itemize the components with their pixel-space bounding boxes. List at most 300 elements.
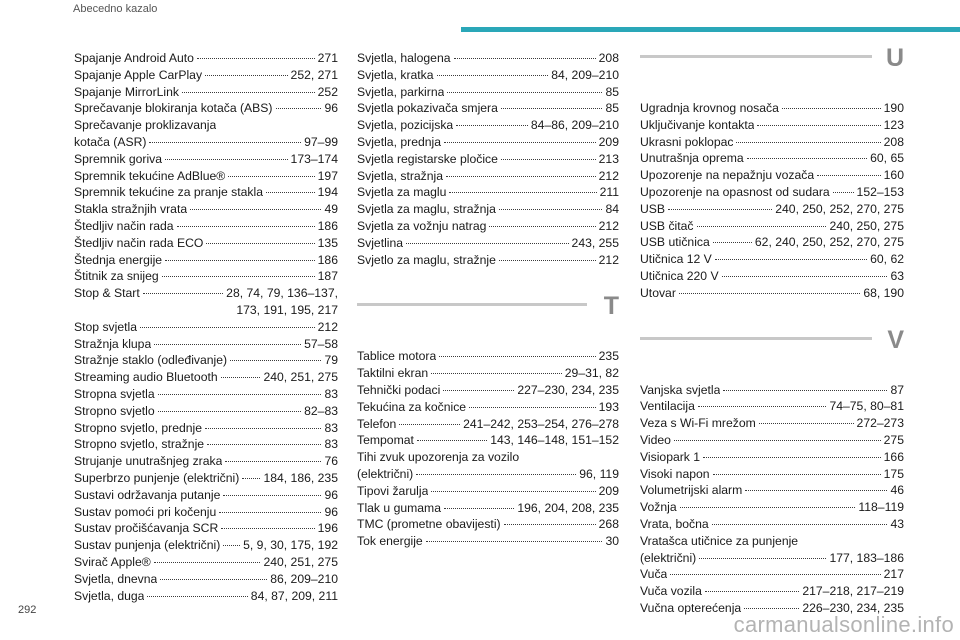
index-term: Štitnik za snijeg <box>74 269 159 284</box>
index-term: USB <box>640 201 666 216</box>
section-letter: V <box>887 325 904 354</box>
dot-leader <box>703 457 881 458</box>
index-entry <box>74 520 338 537</box>
page-reference: 197 <box>317 168 338 183</box>
page-reference: 143, 146–148, 151–152 <box>490 433 619 448</box>
dot-leader <box>469 407 596 408</box>
index-term: Vanjska svjetla <box>640 382 721 397</box>
dot-leader <box>266 192 315 193</box>
index-entry <box>74 403 338 420</box>
index-entry <box>640 100 904 117</box>
dot-leader <box>230 360 321 361</box>
index-entry <box>640 398 904 415</box>
index-term: Ugradnja krovnog nosača <box>640 101 779 115</box>
dot-leader <box>160 579 267 580</box>
index-entry <box>357 117 619 134</box>
index-term: Vožnja <box>640 500 677 515</box>
dot-leader <box>499 209 603 210</box>
index-entry <box>74 184 338 201</box>
dot-leader <box>699 558 826 559</box>
index-entry-line <box>74 520 338 537</box>
page-reference: 240, 251, 275 <box>263 370 338 385</box>
page-reference: 85 <box>605 101 619 116</box>
index-entry <box>640 550 904 567</box>
index-entry-line <box>357 432 619 449</box>
index-entry-line <box>357 67 619 84</box>
dot-leader <box>670 574 880 575</box>
dot-leader <box>205 75 287 76</box>
dot-leader <box>154 344 301 345</box>
index-term: Upozorenje na opasnost od sudara <box>640 184 830 199</box>
index-entry <box>74 470 338 487</box>
page-reference: 212 <box>317 319 338 334</box>
index-term: Svjetla, stražnja <box>357 168 444 183</box>
page-reference: 217–218, 217–219 <box>802 584 904 599</box>
index-entry <box>640 167 904 184</box>
index-term: Tlak u gumama <box>357 500 441 515</box>
index-term: Sprečavanje blokiranja kotača (ABS) <box>74 101 273 116</box>
index-term: Taktilni ekran <box>357 366 429 381</box>
index-entry <box>357 84 619 101</box>
index-term: Tipovi žarulja <box>357 483 429 498</box>
index-term: Stropno svjetlo, stražnje <box>74 437 205 452</box>
index-entry <box>640 150 904 167</box>
index-entry-line <box>640 134 904 151</box>
index-entry <box>357 500 619 517</box>
index-entry-line <box>640 218 904 235</box>
page-reference: 209 <box>598 134 619 149</box>
index-entry-line <box>640 184 904 201</box>
index-entry <box>640 566 904 583</box>
page-reference: 196 <box>317 521 338 536</box>
index-list <box>357 348 619 550</box>
page-reference: 97–99 <box>304 134 338 149</box>
page-reference: 173–174 <box>290 151 338 166</box>
page-reference: 186 <box>317 218 338 233</box>
index-entry-line <box>640 466 904 483</box>
index-term: Telefon <box>357 416 397 431</box>
index-entry <box>74 537 338 554</box>
index-term: Utovar <box>640 285 676 300</box>
page-reference: 49 <box>324 202 338 217</box>
index-entry <box>640 499 904 516</box>
index-entry-line <box>74 218 338 235</box>
page-reference: 84–86, 209–210 <box>530 118 619 133</box>
index-term: Uključivanje kontakta <box>640 117 755 132</box>
index-entry-line <box>74 235 338 252</box>
index-term: Spremnik tekućine za pranje stakla <box>74 185 264 200</box>
page-reference: 29–31, 82 <box>564 366 619 381</box>
index-entry <box>74 436 338 453</box>
index-entry-line <box>74 369 338 386</box>
page-reference: 96 <box>324 504 338 519</box>
index-term: Štedljiv način rada ECO <box>74 235 204 250</box>
index-term: Stropno svjetlo <box>74 403 155 418</box>
index-entry-line <box>357 252 619 269</box>
index-entry <box>74 386 338 403</box>
index-entry-line <box>74 134 338 151</box>
page-reference: 96 <box>324 487 338 502</box>
dot-leader <box>447 92 602 93</box>
index-term: Spajanje Apple CarPlay <box>74 67 203 82</box>
dot-leader <box>437 75 549 76</box>
index-entry-line <box>74 554 338 571</box>
page-reference: 84 <box>605 202 619 217</box>
index-entry <box>74 487 338 504</box>
dot-leader <box>177 226 315 227</box>
dot-leader <box>745 490 887 491</box>
index-entry-line <box>357 449 619 466</box>
dot-leader <box>680 507 856 508</box>
dot-leader <box>757 125 880 126</box>
index-entry-line <box>357 84 619 101</box>
index-entry <box>74 285 338 319</box>
index-term: Ukrasni poklopac <box>640 134 734 149</box>
index-term: Tihi zvuk upozorenja za vozilo <box>357 450 520 465</box>
index-entry-line <box>640 482 904 499</box>
index-entry <box>74 67 338 84</box>
index-entry <box>74 319 338 336</box>
index-entry <box>357 134 619 151</box>
index-entry-line <box>74 84 338 101</box>
index-entry-line <box>74 184 338 201</box>
dot-leader <box>190 209 321 210</box>
index-term: Štedljiv način rada <box>74 218 174 233</box>
index-entry <box>640 449 904 466</box>
index-entry <box>357 365 619 382</box>
dot-leader <box>165 159 287 160</box>
index-entry-line <box>640 516 904 533</box>
index-entry-line <box>640 150 904 167</box>
page-reference: 84, 209–210 <box>551 67 619 82</box>
dot-leader <box>165 260 315 261</box>
dot-leader <box>439 356 595 357</box>
index-column-3 <box>640 44 904 617</box>
index-entry <box>74 252 338 269</box>
index-term: Visoki napon <box>640 466 710 481</box>
index-entry-line <box>640 100 904 117</box>
index-term: Vuča <box>640 567 668 582</box>
index-entry-line <box>640 234 904 251</box>
index-term: Sustavi održavanja putanje <box>74 487 221 502</box>
index-term: Sustav pomoći pri kočenju <box>74 504 217 519</box>
index-term: Vuča vozila <box>640 584 702 599</box>
index-term: Upozorenje na nepažnju vozača <box>640 168 815 183</box>
index-term: Svjetla, parkirna <box>357 84 445 99</box>
index-entry <box>640 201 904 218</box>
dot-leader <box>416 474 576 475</box>
dot-leader <box>207 444 321 445</box>
dot-leader <box>449 192 596 193</box>
dot-leader <box>712 524 888 525</box>
index-entry <box>357 533 619 550</box>
page-reference: 85 <box>605 84 619 99</box>
dot-leader <box>205 428 321 429</box>
index-term: Vučna opterećenja <box>640 600 742 615</box>
index-entry <box>357 151 619 168</box>
index-term: Svjetla, kratka <box>357 67 434 82</box>
page-reference: 83 <box>324 386 338 401</box>
index-entry <box>640 218 904 235</box>
index-entry <box>74 50 338 67</box>
page-reference: 152–153 <box>856 184 904 199</box>
dot-leader <box>747 158 867 159</box>
index-term: Svjetlina <box>357 235 404 250</box>
index-term: Tekućina za kočnice <box>357 399 467 414</box>
index-term: Tok energije <box>357 534 423 549</box>
index-entry <box>640 415 904 432</box>
dot-leader <box>399 424 460 425</box>
index-entry <box>357 483 619 500</box>
index-term: USB čitač <box>640 218 694 233</box>
index-entry-line <box>357 218 619 235</box>
page-reference: 252, 271 <box>290 67 338 82</box>
index-entry-line <box>357 184 619 201</box>
index-term: Stakla stražnjih vrata <box>74 202 188 217</box>
index-entry-line <box>357 151 619 168</box>
index-entry-line <box>74 100 338 117</box>
page-reference: 271 <box>317 51 338 65</box>
page-reference: 175 <box>883 466 904 481</box>
dot-leader <box>715 259 867 260</box>
index-entry <box>74 554 338 571</box>
page-reference: 184, 186, 235 <box>263 470 338 485</box>
section-divider <box>640 55 872 58</box>
dot-leader <box>499 260 596 261</box>
index-term: Visiopark 1 <box>640 449 701 464</box>
page-reference: 5, 9, 30, 175, 192 <box>243 538 338 553</box>
page-reference: 82–83 <box>304 403 338 418</box>
section-letter: U <box>885 44 904 72</box>
index-entry-line <box>74 252 338 269</box>
page-reference: 62, 240, 250, 252, 270, 275 <box>754 235 904 250</box>
index-term: USB utičnica <box>640 235 710 250</box>
index-entry <box>74 100 338 117</box>
dot-leader <box>140 327 315 328</box>
index-entry-line <box>357 201 619 218</box>
index-entry-line <box>357 50 619 67</box>
page-reference: 208 <box>883 134 904 149</box>
dot-leader <box>406 243 568 244</box>
dot-leader <box>154 562 261 563</box>
index-entry <box>640 268 904 285</box>
index-term: Svirač Apple® <box>74 554 151 569</box>
index-entry <box>357 67 619 84</box>
index-entry <box>357 348 619 365</box>
index-entry <box>74 336 338 353</box>
dot-leader <box>713 242 752 243</box>
index-entry-line <box>357 168 619 185</box>
page-reference: 190 <box>883 101 904 115</box>
index-entry <box>357 50 619 67</box>
index-term: (električni) <box>357 466 414 481</box>
index-entry <box>74 453 338 470</box>
dot-leader <box>504 524 596 525</box>
index-term: Stražnja klupa <box>74 336 152 351</box>
index-column-2 <box>357 50 619 550</box>
index-entry-line <box>640 285 904 302</box>
page-reference: 63 <box>890 268 904 283</box>
index-entry <box>74 151 338 168</box>
index-entry <box>640 134 904 151</box>
page-reference: 46 <box>890 483 904 498</box>
index-entry-line <box>74 470 338 487</box>
dot-leader <box>446 176 596 177</box>
index-term: Spremnik tekućine AdBlue® <box>74 168 226 183</box>
index-entry <box>640 583 904 600</box>
index-term: Spajanje Android Auto <box>74 51 194 65</box>
index-column-1 <box>74 50 338 604</box>
index-entry <box>357 382 619 399</box>
index-list <box>357 50 619 268</box>
dot-leader <box>158 394 322 395</box>
dot-leader <box>162 276 315 277</box>
index-term: Superbrzo punjenje (električni) <box>74 470 240 485</box>
index-term: Stop svjetla <box>74 319 138 334</box>
index-term: Utičnica 220 V <box>640 268 719 283</box>
dot-leader <box>697 226 827 227</box>
dot-leader <box>736 142 880 143</box>
page-reference: 272–273 <box>856 416 904 431</box>
index-entry-line <box>357 399 619 416</box>
index-term: Svjetla, halogena <box>357 51 451 65</box>
index-entry-line <box>640 566 904 583</box>
index-term: Svjetla, pozicijska <box>357 118 454 133</box>
index-entry <box>74 168 338 185</box>
dot-leader <box>276 108 322 109</box>
page-reference: 135 <box>317 235 338 250</box>
dot-leader <box>817 175 881 176</box>
index-list <box>74 50 338 604</box>
dot-leader <box>668 209 772 210</box>
page-reference: 87 <box>890 382 904 397</box>
index-entry-line <box>640 550 904 567</box>
dot-leader <box>206 243 314 244</box>
dot-leader <box>489 226 595 227</box>
index-term: Vrata, bočna <box>640 516 709 531</box>
dot-leader <box>426 541 603 542</box>
index-entry <box>357 432 619 449</box>
dot-leader <box>182 92 315 93</box>
index-entry-line <box>74 151 338 168</box>
section-letter: T <box>603 292 619 321</box>
dot-leader <box>223 545 240 546</box>
dot-leader <box>242 478 260 479</box>
index-entry <box>640 285 904 302</box>
index-term: Utičnica 12 V <box>640 252 712 267</box>
index-entry <box>357 449 619 466</box>
index-list <box>640 382 904 617</box>
dot-leader <box>501 108 603 109</box>
index-entry-line <box>357 117 619 134</box>
dot-leader <box>431 491 595 492</box>
dot-leader <box>833 192 854 193</box>
dot-leader <box>225 461 321 462</box>
dot-leader <box>149 142 301 143</box>
index-term: Strujanje unutrašnjeg zraka <box>74 454 223 469</box>
index-entry <box>357 100 619 117</box>
index-term: Svjetla za vožnju natrag <box>357 218 487 233</box>
index-entry <box>74 420 338 437</box>
page-reference: 226–230, 234, 235 <box>802 600 904 615</box>
page-reference: 43 <box>890 516 904 531</box>
header-accent-bar <box>461 27 960 32</box>
index-entry-line <box>357 365 619 382</box>
index-term: Stropno svjetlo, prednje <box>74 420 203 435</box>
dot-leader <box>679 293 860 294</box>
index-term: Veza s Wi-Fi mrežom <box>640 416 756 431</box>
index-entry <box>74 84 338 101</box>
page-reference: 160 <box>883 168 904 183</box>
index-entry <box>640 533 904 550</box>
index-entry <box>640 382 904 399</box>
index-term: Spajanje MirrorLink <box>74 84 179 99</box>
index-entry-line <box>640 583 904 600</box>
index-entry-line <box>357 466 619 483</box>
index-entry-line <box>74 319 338 336</box>
index-entry-line <box>74 336 338 353</box>
index-term: Tempomat <box>357 433 414 448</box>
index-entry-line <box>640 117 904 134</box>
index-term: Sustav punjenja (električni) <box>74 538 221 553</box>
index-term: Stop & Start <box>74 286 140 301</box>
dot-leader <box>698 406 827 407</box>
index-entry-line <box>357 382 619 399</box>
index-entry <box>357 184 619 201</box>
index-entry <box>640 117 904 134</box>
index-term: Volumetrijski alarm <box>640 483 743 498</box>
dot-leader <box>501 159 596 160</box>
page-reference: 118–119 <box>858 500 904 515</box>
index-entry-line <box>74 588 338 605</box>
page-reference: 60, 65 <box>870 151 904 166</box>
index-entry <box>357 252 619 269</box>
page-reference: 235 <box>598 349 619 364</box>
index-term: Svjetla pokazivača smjera <box>357 101 498 116</box>
index-entry-line <box>74 50 338 67</box>
index-entry-line <box>74 201 338 218</box>
page-reference: 243, 255 <box>571 235 619 250</box>
dot-leader <box>713 474 881 475</box>
page-reference: 240, 251, 275 <box>263 554 338 569</box>
dot-leader <box>417 440 487 441</box>
page-reference: 212 <box>598 218 619 233</box>
section-divider <box>640 337 872 340</box>
page-reference: 227–230, 234, 235 <box>517 382 619 397</box>
index-entry-line <box>640 449 904 466</box>
section-header-v <box>640 325 904 376</box>
index-entry <box>357 235 619 252</box>
index-entry-line <box>74 268 338 285</box>
index-term: Svjetla za maglu, stražnja <box>357 202 496 217</box>
index-entry-line <box>74 487 338 504</box>
index-entry-line <box>74 352 338 369</box>
dot-leader <box>431 373 562 374</box>
page-reference: 268 <box>598 517 619 532</box>
index-entry-line <box>640 415 904 432</box>
index-entry-line <box>74 403 338 420</box>
page-reference: 208 <box>598 51 619 65</box>
dot-leader <box>759 423 854 424</box>
page-reference: 177, 183–186 <box>829 550 904 565</box>
section-header-u <box>640 44 904 94</box>
page-reference: 275 <box>883 432 904 447</box>
page-header-title: Abecedno kazalo <box>73 3 158 15</box>
index-entry-line <box>640 382 904 399</box>
index-entry-line <box>640 499 904 516</box>
index-term: Sprečavanje proklizavanja <box>74 118 217 133</box>
index-entry-line <box>357 516 619 533</box>
